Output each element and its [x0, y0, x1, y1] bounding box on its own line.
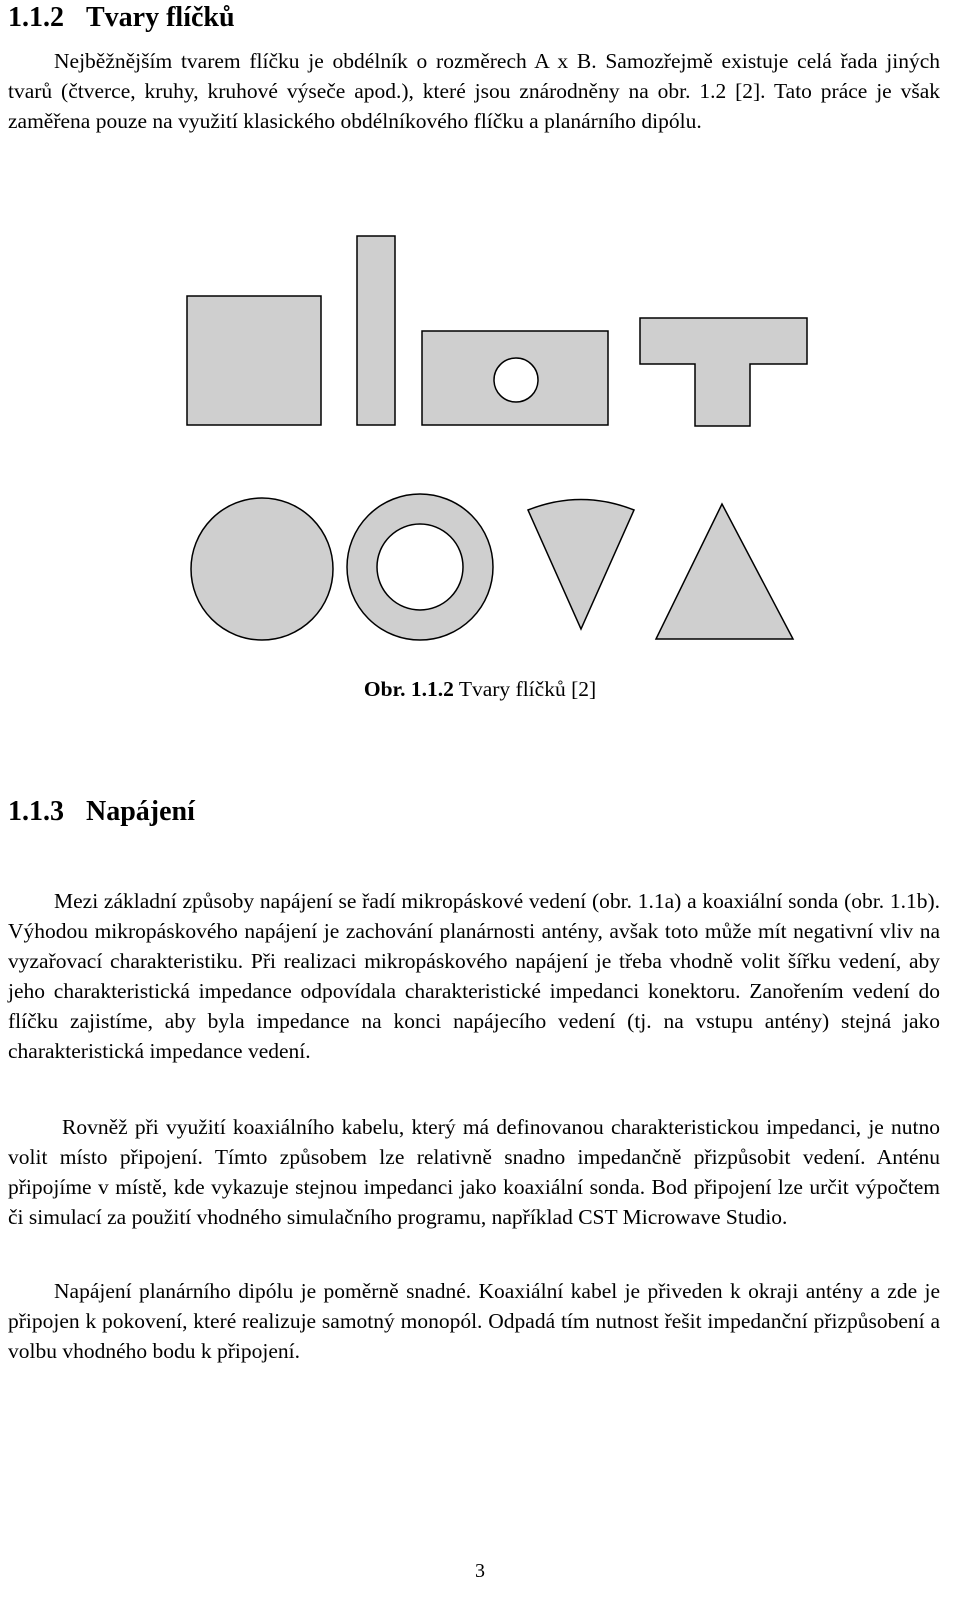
annular-ring-hole [377, 524, 463, 610]
section-number: 1.1.2 [8, 2, 64, 33]
t-shaped-patch-shape [640, 318, 807, 426]
square-patch-shape [187, 296, 321, 425]
patch-shapes-figure [0, 0, 960, 660]
paragraph-text: Napájení planárního dipólu je poměrně snadné. Koaxiální kabel je přiveden k okraji antény a zde je připojen k pokovení, které realizuje samotný monopól. Odpadá tím nutnost řešit impedanční přizpůsobení a volbu vhodného bodu k připojení. [8, 1279, 940, 1363]
section-heading-feeding [8, 796, 195, 828]
caption-text: Tvary flíčků [2] [458, 677, 597, 701]
caption-label: Obr. 1.1.2 [363, 677, 454, 701]
circular-sector-patch-shape [528, 500, 634, 630]
paragraph-feeding-1 [8, 886, 940, 1066]
section-number: 1.1.3 [8, 796, 64, 827]
paragraph-text: Mezi základní způsoby napájení se řadí mikropáskové vedení (obr. 1.1a) a koaxiální sonda (obr. 1.1b). Výhodou mikropáskového napájení je zachování planárnosti antény, avšak toto může mít negativní vliv na vyzařovací charakteristiku. Při realizaci mikropáskového napájení je třeba vhodně volit šířku vedení, aby jeho charakteristická impedance odpovídala charakteristické impedanci konektoru. Zanořením vedení do flíčku zajistíme, aby byla impedance na konci napájecího vedení (tj. na vstupu antény) stejná jako charakteristická impedance vedení. [8, 889, 940, 1063]
paragraph-feeding-3 [8, 1276, 940, 1366]
paragraph-text: Rovněž při využití koaxiálního kabelu, který má definovanou charakteristickou impedanci, je nutno volit místo připojení. Tímto způsobem lze relativně snadno impedančně přizpůsobit vedení. Anténu připojíme v místě, kde vykazuje stejnou impedanci jako koaxiální sonda. Bod připojení lze určit výpočtem či simulací za použití vhodného simulačního programu, například CST Microwave Studio. [8, 1115, 940, 1229]
paragraph-text: Nejběžnějším tvarem flíčku je obdélník o rozměrech A x B. Samozřejmě existuje celá řada jiných tvarů (čtverce, kruhy, kruhové výseče apod.), které jsou znárodněny na obr. 1.2 [2]. Tato práce je však zaměřena pouze na využití klasického obdélníkového flíčku a planárního dipólu. [8, 49, 940, 133]
figure-caption [0, 674, 960, 704]
section-title: Napájení [86, 796, 195, 827]
narrow-strip-patch-shape [357, 236, 395, 425]
triangle-patch-shape [656, 504, 793, 639]
page-number: 3 [475, 1560, 485, 1582]
paragraph-feeding-2 [8, 1112, 940, 1232]
circular-patch-shape [191, 498, 333, 640]
rectangle-hole [494, 358, 538, 402]
section-title: Tvary flíčků [86, 2, 235, 33]
